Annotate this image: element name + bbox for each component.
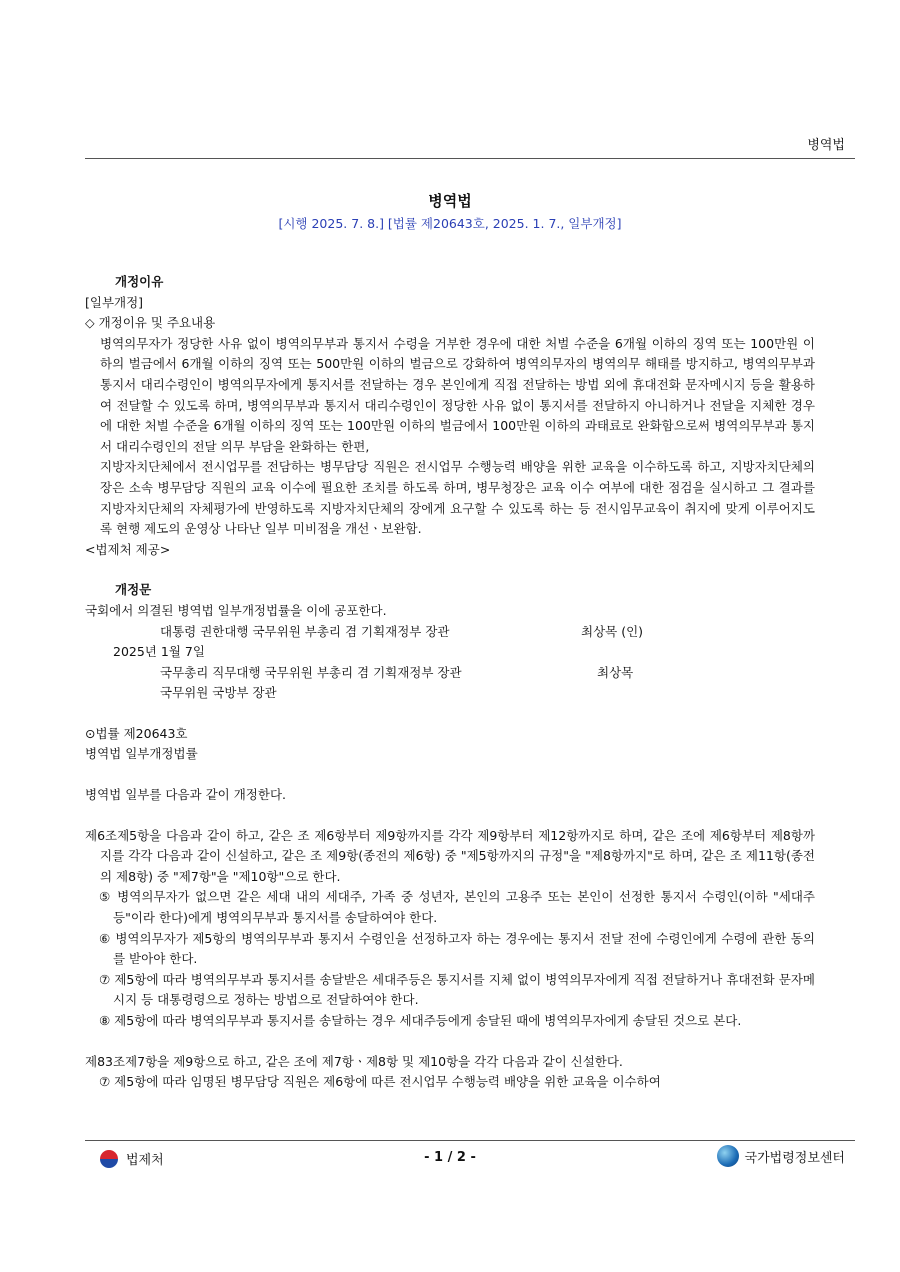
article83-intro: 제83조제7항을 제9항으로 하고, 같은 조에 제7항ㆍ제8항 및 제10항을 각각 다음과 같이 신설한다. <box>85 1053 623 1069</box>
law-number: ⊙법률 제20643호 <box>85 725 188 741</box>
document-body <box>85 272 815 1093</box>
page-title: 병역법 <box>428 192 472 210</box>
president-title: 대통령 권한대행 국무위원 부총리 겸 기획재정부 장관 <box>160 623 450 639</box>
promulgation-date: 2025년 1월 7일 <box>113 644 205 660</box>
law-center-logo-icon <box>717 1145 739 1167</box>
reason-heading: 개정이유 <box>115 274 164 289</box>
reason-subheading: ◇ 개정이유 및 주요내용 <box>85 315 216 331</box>
header-divider <box>85 158 855 159</box>
footer-org: 법제처 <box>126 1153 164 1168</box>
article6-item: ⑥ 병역의무자가 제5항의 병역의무부과 통지서 수령인을 선정하고자 하는 경우에는 통지서 전달 전에 수령인에게 수령에 관한 동의를 받아야 한다. <box>99 930 815 967</box>
reason-paragraph: 지방자치단체에서 전시업무를 전담하는 병무담당 직원은 전시업무 수행능력 배양을 위한 교육을 이수하도록 하고, 지방자치단체의 장은 소속 병무담당 직원의 교육 이수에 필요한 조치를 하도록 하며, 병무청장은 교육 이수 여부에 대한 점검을 실시하고 그 결과를 지방자치단체의 자체평가에 반영하도록 지방자치단체의 장에게 요구할 수 있도록 하는 등 전시임무교육이 취지에 맞게 이루어지도록 현행 제도의 운영상 나타난 일부 미비점을 개선ㆍ보완함. <box>100 459 815 537</box>
article6-item: ⑤ 병역의무자가 없으면 같은 세대 내의 세대주, 가족 중 성년자, 본인의 고용주 또는 본인이 선정한 통지서 수령인(이하 "세대주등"이라 한다)에게 병역의무부과 통지서를 송달하여야 한다. <box>99 889 815 926</box>
footer-center: 국가법령정보센터 <box>744 1150 845 1166</box>
law-title: 병역법 일부개정법률 <box>85 746 198 762</box>
article83-item: ⑦ 제5항에 따라 임명된 병무담당 직원은 제6항에 따른 전시업무 수행능력 배양을 위한 교육을 이수하여 <box>99 1074 661 1090</box>
president-name: 최상목 (인) <box>581 623 644 639</box>
article6-item: ⑧ 제5항에 따라 병역의무부과 통지서를 송달하는 경우 세대주등에게 송달된 때에 병역의무자에게 송달된 것으로 본다. <box>99 1013 742 1028</box>
amendment-type: [일부개정] <box>85 294 144 310</box>
minister-title: 국무위원 국방부 장관 <box>160 685 277 701</box>
page-number: - 1 / 2 - <box>424 1150 476 1165</box>
reason-paragraph: 병역의무자가 정당한 사유 없이 병역의무부과 통지서 수령을 거부한 경우에 대한 처벌 수준을 6개월 이하의 징역 또는 100만원 이하의 벌금에서 6개월 이하의 징역 또는 500만원 이하의 벌금으로 강화하여 병역의무자의 병역의무 해태를 방지하고, 병역의무부과 통지서 대리수령인이 병역의무자에게 통지서를 전달하는 경우 본인에게 직접 전달하는 방법 외에 휴대전화 문자메시지 등을 활용하여 전달할 수 있도록 하며, 병역의무부과 통지서 대리수령인이 정당한 사유 없이 통지서를 전달하지 아니하거나 전달을 지체한 경우에 대한 처벌 수준을 6개월 이하의 징역 또는 100만원 이하의 벌금에서 100만원 이하의 과태료로 완화함으로써 병역의무부과 통지서 대리수령인의 전달 의무 부담을 완화하는 한편, <box>100 335 815 454</box>
header-law-name: 병역법 <box>807 138 845 153</box>
amendment-heading: 개정문 <box>115 582 152 598</box>
article6-item: ⑦ 제5항에 따라 병역의무부과 통지서를 송달받은 세대주등은 통지서를 지체 없이 병역의무자에게 직접 전달하거나 휴대전화 문자메시지 등 대통령령으로 정하는 방법으로 전달하여야 한다. <box>99 971 815 1008</box>
reason-source: <법제처 제공> <box>85 541 171 557</box>
article6-intro: 제6조제5항을 다음과 같이 하고, 같은 조 제6항부터 제9항까지를 각각 제9항부터 제12항까지로 하며, 같은 조에 제6항부터 제8항까지를 각각 다음과 같이 신설하고, 같은 조 제9항(종전의 제6항) 중 "제5항까지의 규정"을 "제8항까지"로 하며, 같은 조 제11항(종전의 제8항) 중 "제7항"을 "제10항"으로 한다. <box>85 827 815 884</box>
pm-name: 최상목 <box>597 664 634 680</box>
signature-president <box>85 622 815 643</box>
enact-clause: 병역법 일부를 다음과 같이 개정한다. <box>85 787 286 803</box>
pm-title: 국무총리 직무대행 국무위원 부총리 겸 기획재정부 장관 <box>160 664 462 680</box>
footer-right[interactable] <box>717 1145 845 1167</box>
page-subtitle: [시행 2025. 7. 8.] [법률 제20643호, 2025. 1. 7., 일부개정] <box>278 216 622 231</box>
signature-pm <box>85 663 815 684</box>
amendment-intro: 국회에서 의결된 병역법 일부개정법률을 이에 공포한다. <box>85 602 387 618</box>
footer-divider <box>85 1140 855 1141</box>
